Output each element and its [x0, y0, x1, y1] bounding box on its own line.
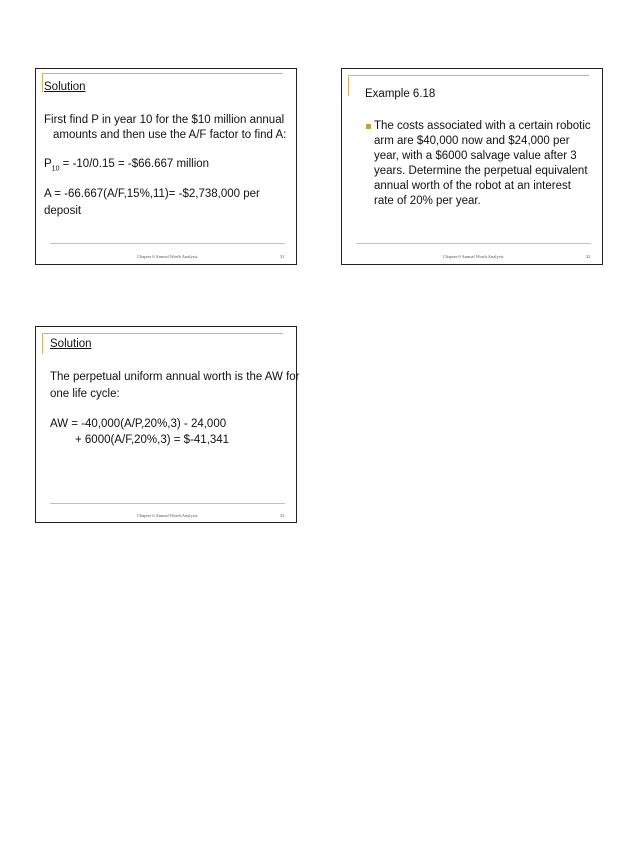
- slide-title: Solution: [44, 81, 86, 93]
- body-line: The perpetual uniform annual worth is the AW for: [50, 371, 300, 383]
- body-line: A = -66.667(A/F,15%,11)= -$2,738,000 per: [44, 188, 260, 200]
- footer-text: Chapter 6 Annual Worth Analysis: [137, 254, 198, 259]
- aw-equation-line: AW = -40,000(A/P,20%,3) - 24,000: [50, 418, 227, 430]
- body-line: First find P in year 10 for the $10 million annual: [44, 114, 285, 126]
- slide-title: Solution: [50, 338, 92, 350]
- footer-rule: [50, 503, 285, 504]
- slide-title: Example 6.18: [365, 88, 436, 100]
- page-number: 32: [586, 254, 591, 259]
- bullet-line: arm are $40,000 now and $24,000 per: [374, 135, 570, 147]
- p-symbol: P: [44, 158, 52, 170]
- aw-equation-line: + 6000(A/F,20%,3) = $-41,341: [75, 434, 230, 446]
- bullet-icon: [366, 124, 371, 129]
- bullet-line: years. Determine the perpetual equivalent: [374, 165, 588, 177]
- bullet-line: year, with a $6000 salvage value after 3: [374, 150, 577, 162]
- page-number: 33: [280, 513, 285, 518]
- body-line: deposit: [44, 205, 82, 217]
- footer-rule: [50, 243, 285, 244]
- footer-text: Chapter 6 Annual Worth Analysis: [137, 513, 198, 518]
- bullet-line: annual worth of the robot at an interest: [374, 180, 571, 192]
- footer-text: Chapter 6 Annual Worth Analysis: [443, 254, 504, 259]
- bullet-line: rate of 20% per year.: [374, 195, 481, 207]
- p-subscript: 10: [51, 165, 60, 173]
- footer-rule: [356, 243, 591, 244]
- page-number: 31: [280, 254, 285, 259]
- p-equation-rest: = -10/0.15 = -$66.667 million: [59, 158, 210, 170]
- body-line: one life cycle:: [50, 388, 120, 400]
- body-line: amounts and then use the A/F factor to find A:: [53, 129, 287, 141]
- slide-33: [35, 326, 300, 523]
- p10-equation: [44, 156, 209, 177]
- slide-32: [341, 68, 603, 265]
- slide-31: [35, 68, 297, 265]
- bullet-line: The costs associated with a certain robotic: [374, 120, 591, 132]
